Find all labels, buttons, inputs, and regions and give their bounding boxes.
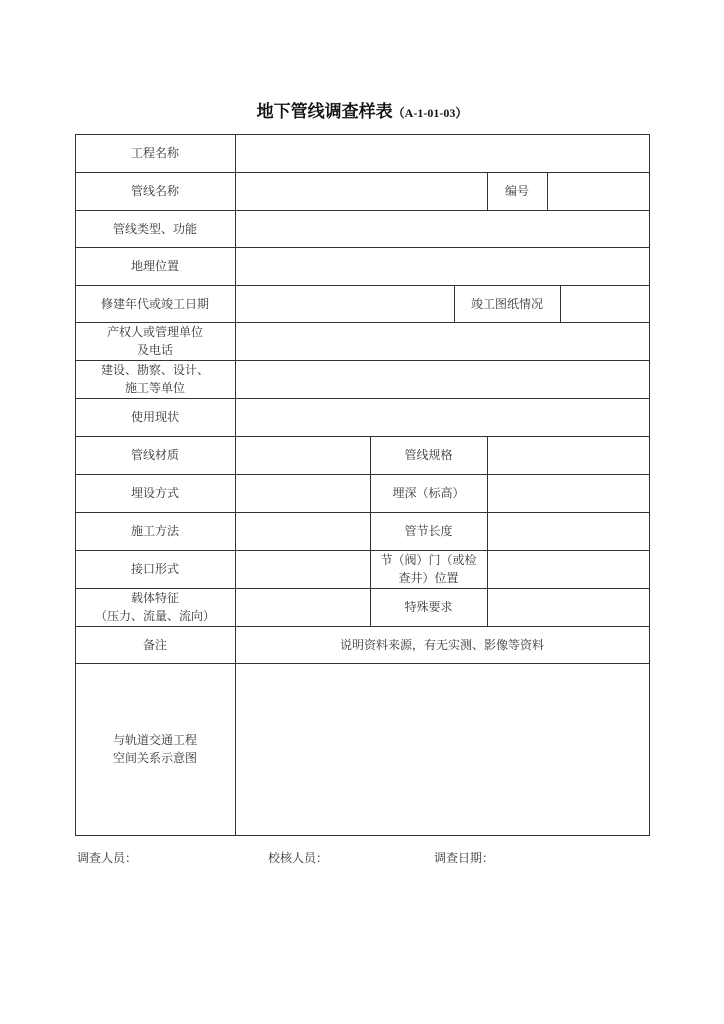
carrier-field[interactable] [235,588,371,627]
build-date-field[interactable] [235,285,455,323]
page-title [0,97,724,122]
owner-line2: 及电话 [136,343,173,357]
segment-length-field[interactable] [487,512,650,551]
label-depth: 埋深（标高） [370,474,488,513]
label-spatial-diagram [75,663,236,836]
units-field[interactable] [235,360,650,399]
label-project-name: 工程名称 [75,134,236,173]
label-joint-type: 接口形式 [75,550,236,589]
location-field[interactable] [235,247,650,286]
project-name-field[interactable] [235,134,650,173]
label-location: 地理位置 [75,247,236,286]
label-build-date: 修建年代或竣工日期 [75,285,236,323]
laying-method-field[interactable] [235,474,371,513]
form-code: （A-1-01-03） [392,106,468,120]
label-pipeline-type: 管线类型、功能 [75,210,236,248]
label-remarks: 备注 [75,626,236,664]
label-laying-method: 埋设方式 [75,474,236,513]
label-spec: 管线规格 [370,436,488,475]
pipeline-name-field[interactable] [235,172,488,211]
label-material: 管线材质 [75,436,236,475]
remarks-field[interactable]: 说明资料来源，有无实测、影像等资料 [235,626,650,664]
diagram-line2: 空间关系示意图 [112,751,197,765]
construction-method-field[interactable] [235,512,371,551]
label-segment-length: 管节长度 [370,512,488,551]
valve-position-field[interactable] [487,550,650,589]
label-pipeline-name: 管线名称 [75,172,236,211]
label-construction-method: 施工方法 [75,512,236,551]
carrier-line2: （压力、流量、流向） [94,609,215,623]
spec-field[interactable] [487,436,650,475]
owner-field[interactable] [235,322,650,361]
label-serial-no: 编号 [487,172,548,211]
units-line1: 建设、勘察、设计、 [100,363,209,377]
pipeline-type-field[interactable] [235,210,650,248]
owner-line1: 产权人或管理单位 [106,325,203,339]
spatial-diagram-area[interactable] [235,663,650,836]
label-carrier [75,588,236,627]
depth-field[interactable] [487,474,650,513]
serial-no-field[interactable] [547,172,650,211]
diagram-line1: 与轨道交通工程 [112,733,197,747]
label-special: 特殊要求 [370,588,488,627]
units-line2: 施工等单位 [124,381,185,395]
label-usage-status: 使用现状 [75,398,236,437]
usage-status-field[interactable] [235,398,650,437]
surveyor-label: 调查人员： [77,851,138,865]
valve-line1: 节（阀）门（或检 [380,553,477,567]
joint-type-field[interactable] [235,550,371,589]
valve-line2: 查井）位置 [398,571,459,585]
title-main: 地下管线调查样表 [256,102,393,122]
label-as-built-drawings: 竣工图纸情况 [454,285,561,323]
as-built-drawings-field[interactable] [560,285,650,323]
label-units [75,360,236,399]
survey-date-label: 调查日期： [434,851,495,865]
checker-label: 校核人员： [268,851,329,865]
label-owner [75,322,236,361]
special-field[interactable] [487,588,650,627]
label-valve-position [370,550,488,589]
carrier-line1: 载体特征 [130,591,179,605]
material-field[interactable] [235,436,371,475]
